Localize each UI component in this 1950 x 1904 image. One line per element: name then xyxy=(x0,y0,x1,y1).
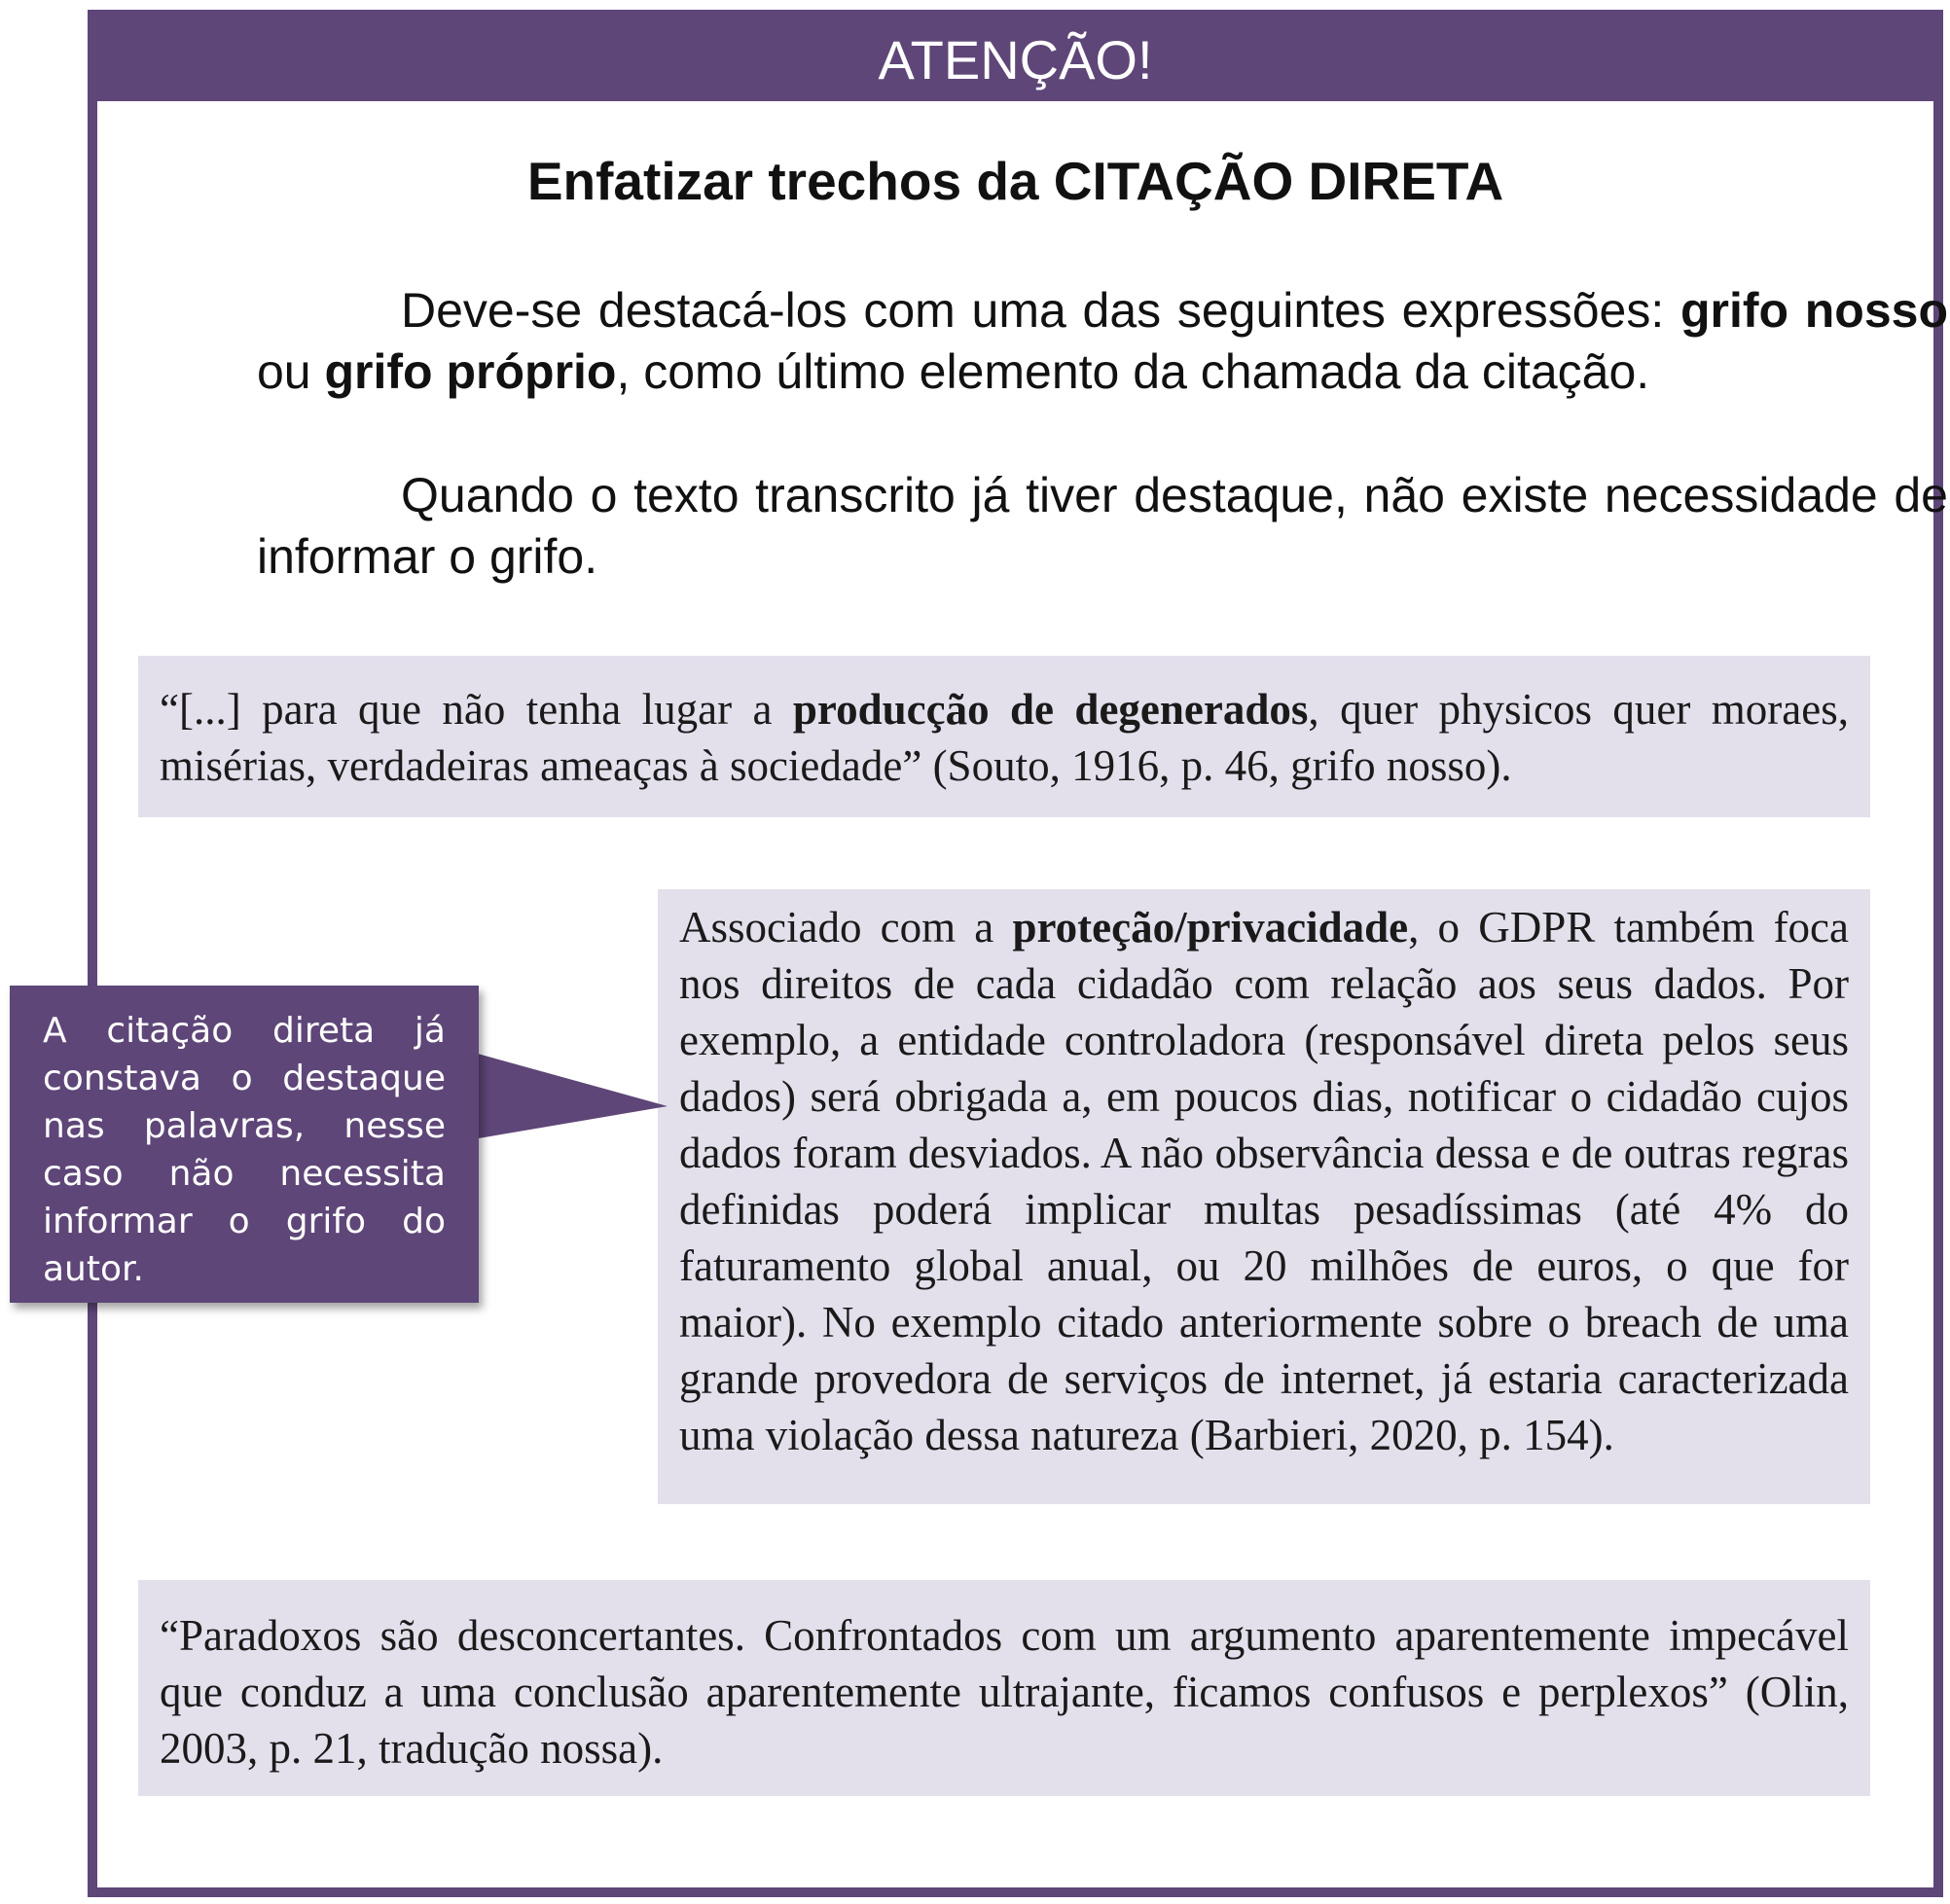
page-title: Enfatizar trechos da CITAÇÃO DIRETA xyxy=(526,151,1504,211)
callout-pointer xyxy=(467,1031,671,1148)
quote1-text: “[...] para que não tenha lugar a xyxy=(160,685,793,734)
paragraph-emphasis-rule xyxy=(257,280,1948,403)
header-label: ATENÇÃO! xyxy=(878,29,1153,90)
quote1-emphasis: producção de degenerados xyxy=(792,685,1309,734)
quote-example-barbieri xyxy=(658,889,1870,1504)
quote-example-souto xyxy=(138,656,1870,817)
quote2-emphasis: proteção/privacidade xyxy=(1012,903,1409,952)
quote2-text: Associado com a xyxy=(679,903,1013,952)
grifo-nosso-term: grifo nosso xyxy=(1679,283,1948,338)
paragraph1-text: ou xyxy=(257,344,325,399)
quote-example-olin: “Paradoxos são desconcertantes. Confrontados com um argumento aparentemente impecável que conduz a uma conclusão aparentemente ultrajante, ficamos confusos e perplexos” (Olin, 2003, p. 21, tradução nossa). xyxy=(138,1580,1870,1796)
grifo-proprio-term: grifo próprio xyxy=(324,344,617,399)
quote1-text: , quer physicos quer moraes, misérias, verdadeiras ameaças à sociedade” (Souto, 1916, p. 46, grifo nosso). xyxy=(160,685,1849,790)
attention-header xyxy=(97,19,1933,101)
paragraph-existing-emphasis: Quando o texto transcrito já tiver destaque, não existe necessidade de informar o grifo. xyxy=(257,468,1948,584)
callout-note: A citação direta já constava o destaque nas palavras, nesse caso não necessita informar o grifo do autor. xyxy=(10,986,479,1303)
paragraph1-text: Deve-se destacá-los com uma das seguintes expressões: xyxy=(401,283,1680,338)
paragraph1-text: , como último elemento da chamada da citação. xyxy=(616,344,1650,399)
quote2-text: , o GDPR também foca nos direitos de cada cidadão com relação aos seus dados. Por exemplo, a entidade controladora (responsável direta pelos seus dados) será obrigada a, em poucos dias, notificar o cidadão cujos dados foram desviados. A não observância dessa e de outras regras definidas poderá implicar multas pesadíssimas (até 4% do faturamento global anual, ou 20 milhões de euros, o que for maior). No exemplo citado anteriormente sobre o breach de uma grande provedora de serviços de internet, já estaria caracterizada uma violação dessa natureza (Barbieri, 2020, p. 154). xyxy=(679,903,1850,1459)
